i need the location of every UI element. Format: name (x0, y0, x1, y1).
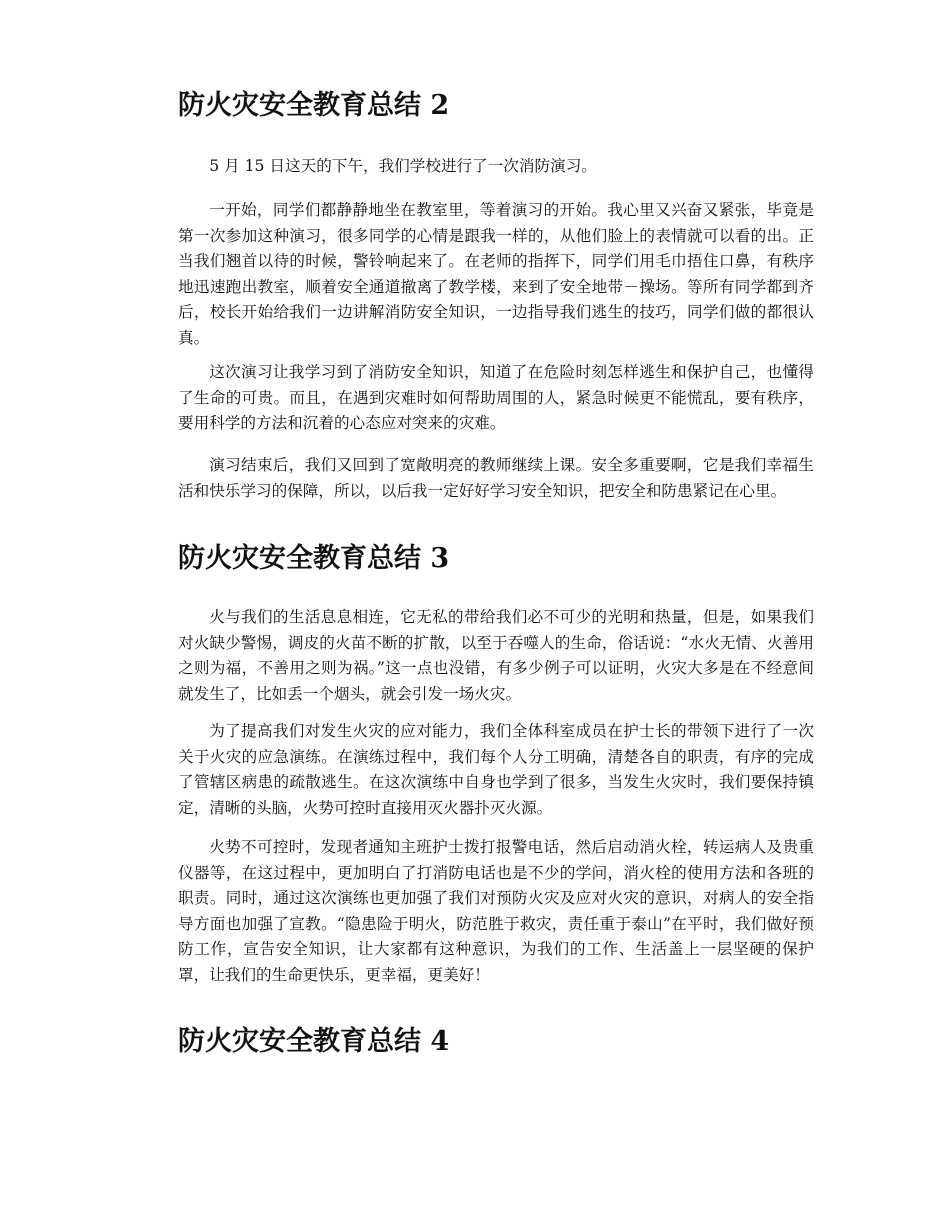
section-3-paragraph-2: 为了提高我们对发生火灾的应对能力，我们全体科室成员在护士长的带领下进行了一次关于火灾的应急演练。在演练过程中，我们每个人分工明确，清楚各自的职责，有序的完成了管辖区病患的疏散逃生。在这次演练中自身也学到了很多，当发生火灾时，我们要保持镇定，清晰的头脑，火势可控时直接用灭火器扑灭火源。 (178, 722, 814, 817)
section-3-paragraph-1: 火与我们的生活息息相连，它无私的带给我们必不可少的光明和热量，但是，如果我们对火缺少警惕，调皮的火苗不断的扩散，以至于吞噬人的生命，俗话说：“水火无情、火善用之则为福，不善用之则为祸。”这一点也没错，有多少例子可以证明，火灾大多是在不经意间就发生了，比如丢一个烟头，就会引发一场火灾。 (178, 608, 814, 703)
section-2-paragraph-2: 一开始，同学们都静静地坐在教室里，等着演习的开始。我心里又兴奋又紧张，毕竟是第一次参加这种演习，很多同学的心情是跟我一样的，从他们脸上的表情就可以看的出。正当我们翘首以待的时候，警铃响起来了。在老师的指挥下，同学们用毛巾捂住口鼻，有秩序地迅速跑出教室，顺着安全通道撤离了教学楼，来到了安全地带－操场。等所有同学都到齐后，校长开始给我们一边讲解消防安全知识，一边指导我们逃生的技巧，同学们做的都很认真。 (178, 201, 814, 347)
section-2-paragraph-4: 演习结束后，我们又回到了宽敞明亮的教师继续上课。安全多重要啊，它是我们幸福生活和快乐学习的保障，所以，以后我一定好好学习安全知识，把安全和防患紧记在心里。 (178, 456, 814, 500)
section-heading-3: 防火灾安全教育总结 3 (178, 543, 450, 574)
section-heading-4: 防火灾安全教育总结 4 (178, 1026, 450, 1057)
section-heading-2: 防火灾安全教育总结 2 (178, 90, 450, 121)
section-2-paragraph-1: 5 月 15 日这天的下午，我们学校进行了一次消防演习。 (209, 157, 597, 175)
section-2-paragraph-3: 这次演习让我学习到了消防安全知识，知道了在危险时刻怎样逃生和保护自己，也懂得了生命的可贵。而且，在遇到灾难时如何帮助周围的人，紧急时候更不能慌乱，要有秩序，要用科学的方法和沉着的心态应对突来的灾难。 (178, 363, 814, 432)
section-3-paragraph-3: 火势不可控时，发现者通知主班护士拨打报警电话，然后启动消火栓，转运病人及贵重仪器等，在这过程中，更加明白了打消防电话也是不少的学问，消火栓的使用方法和各班的职责。同时，通过这次演练也更加强了我们对预防火灾及应对火灾的意识，对病人的安全指导方面也加强了宣教。“隐患险于明火，防范胜于救灾，责任重于泰山”在平时，我们做好预防工作，宣告安全知识，让大家都有这种意识，为我们的工作、生活盖上一层坚硬的保护罩，让我们的生命更快乐，更幸福，更美好！ (178, 838, 814, 984)
